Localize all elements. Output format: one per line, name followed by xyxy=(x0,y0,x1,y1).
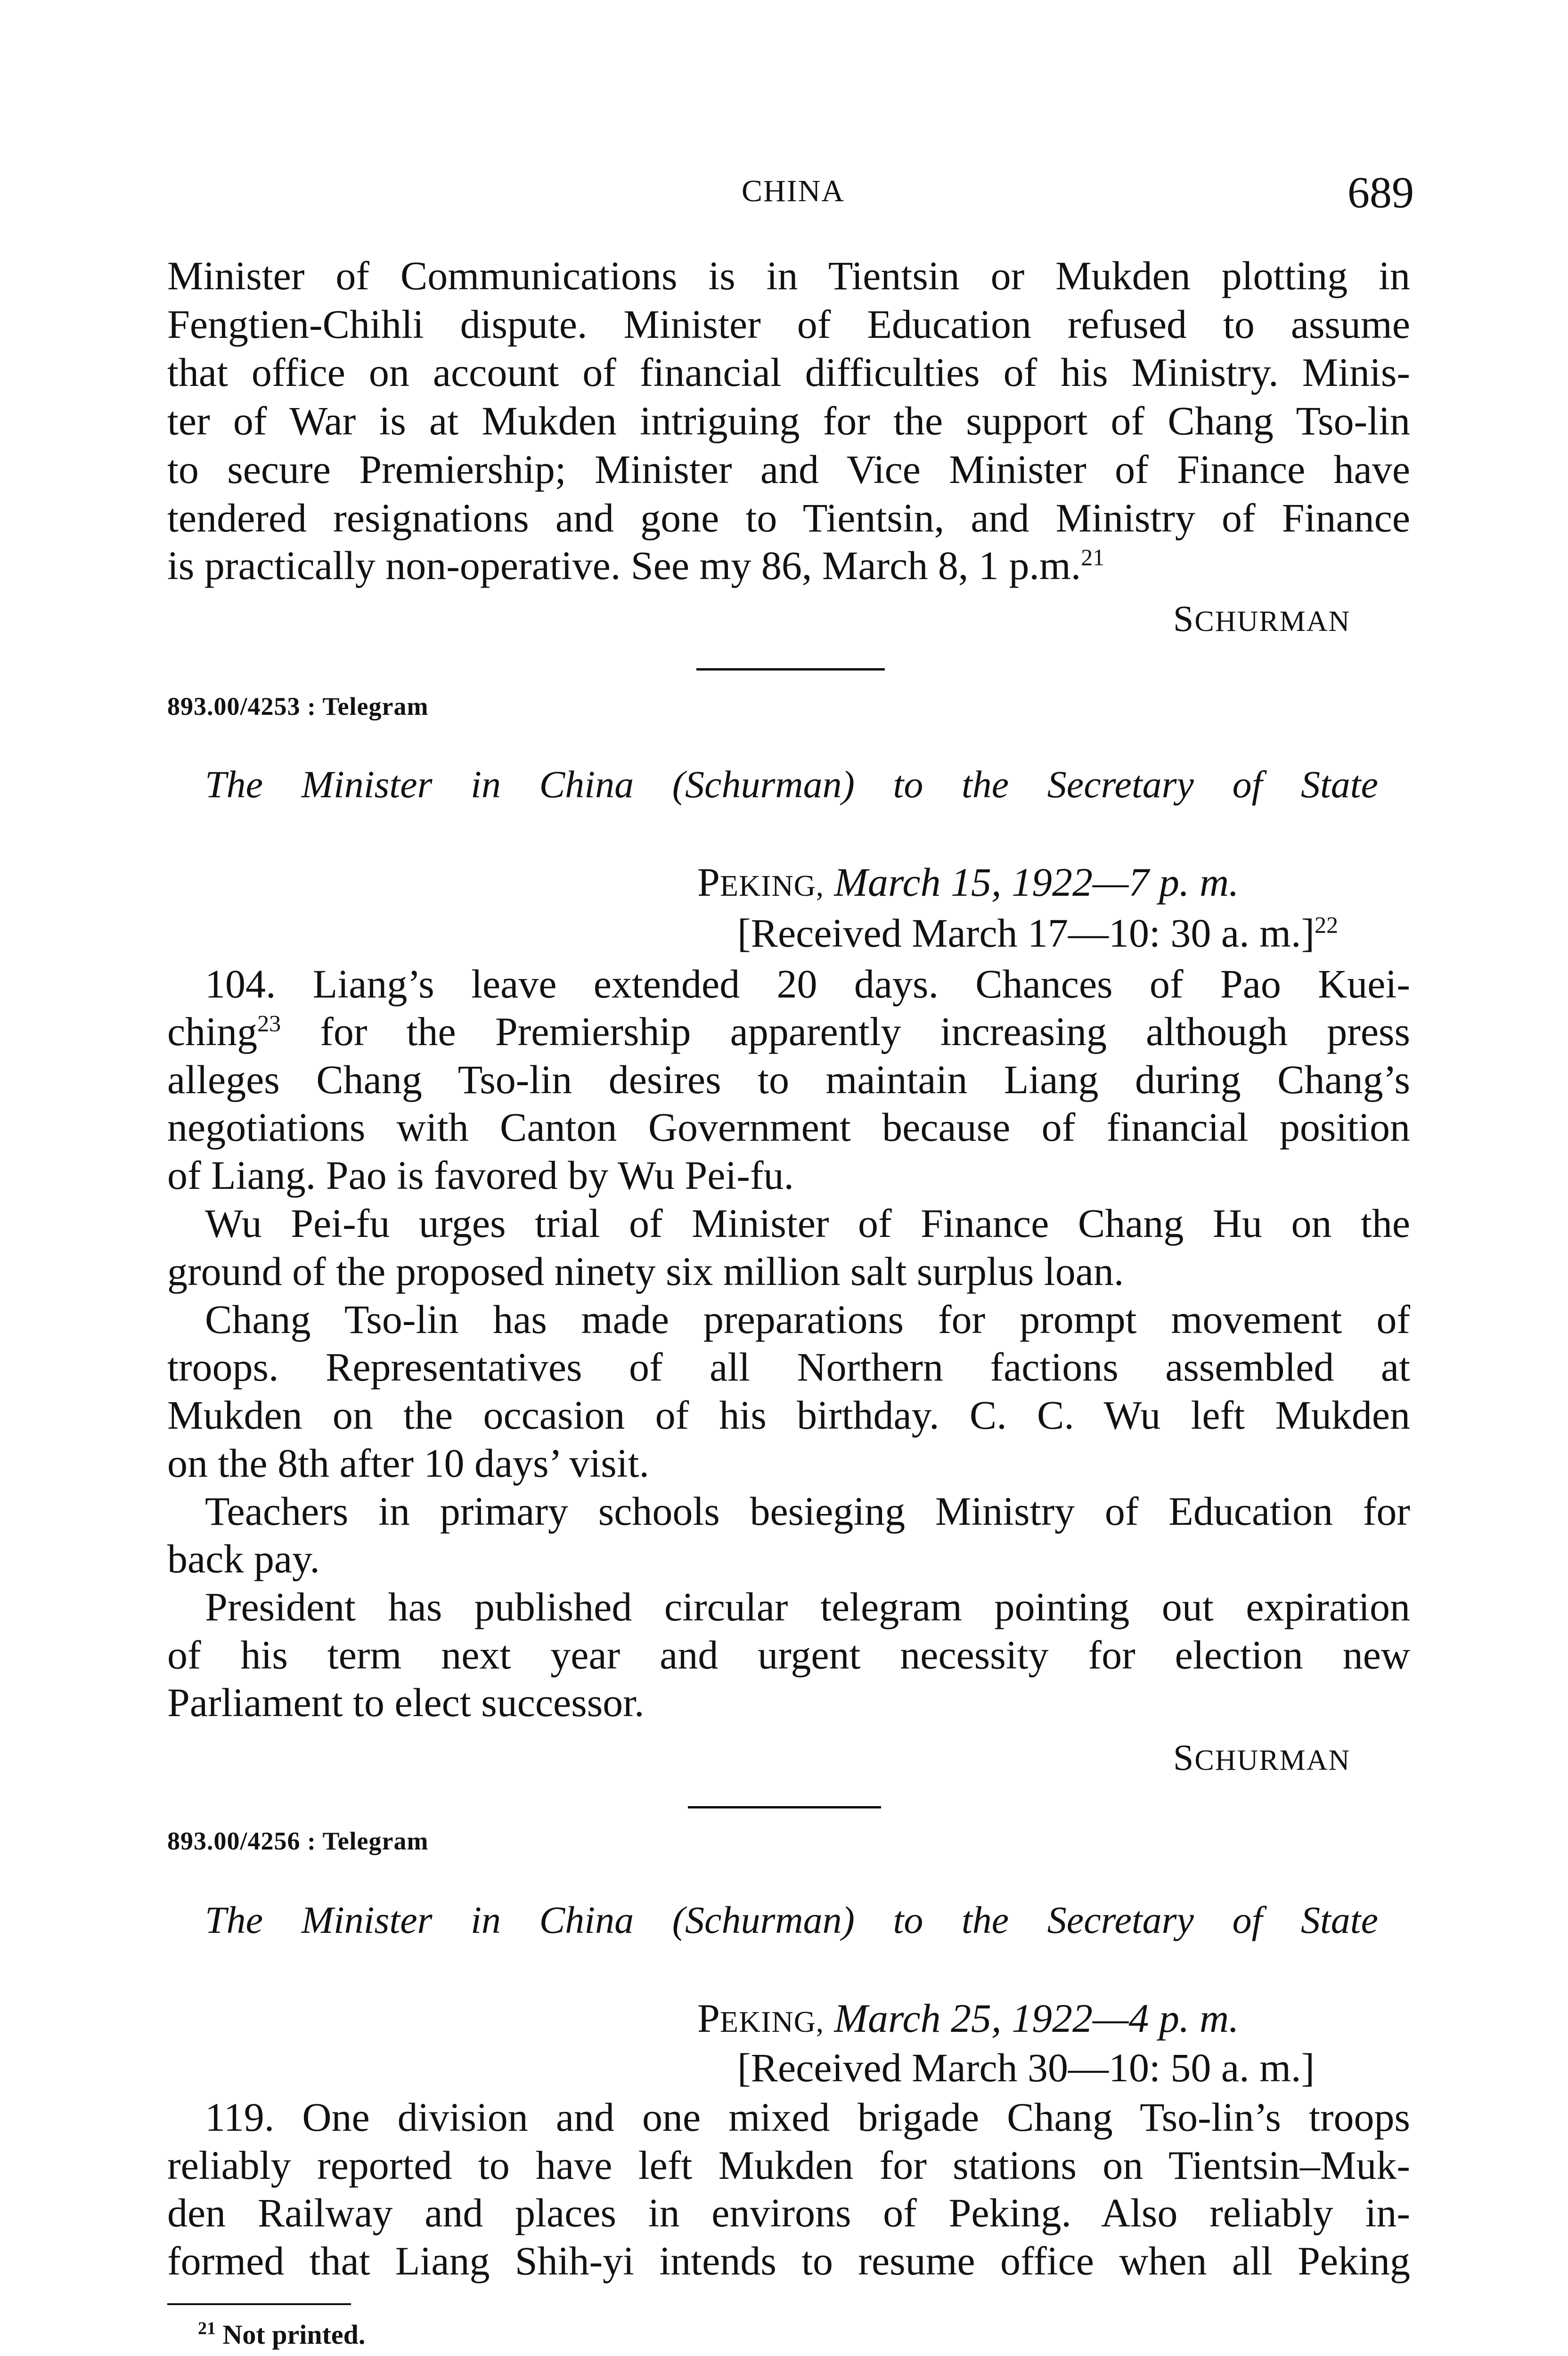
footnote xyxy=(198,2354,890,2356)
body-line: Minister of Communications is in Tientsin or Mukden plotting in xyxy=(167,253,1410,298)
section-divider xyxy=(688,1806,881,1808)
footnote-rule xyxy=(167,2303,351,2305)
document-heading: The Minister in China (Schurman) to the Secretary of State xyxy=(205,763,1378,806)
signature: SCHURMAN xyxy=(1173,1737,1351,1778)
body-line: Chang Tso-lin has made preparations for prompt movement of xyxy=(205,1297,1410,1342)
body-line: 119. One division and one mixed brigade Chang Tso-lin’s troops xyxy=(205,2094,1410,2140)
body-line: Fengtien-Chihli dispute. Minister of Education refused to assume xyxy=(167,302,1410,347)
body-line: Mukden on the occasion of his birthday. C. C. Wu left Mukden xyxy=(167,1392,1410,1438)
body-line: formed that Liang Shih-yi intends to resume office when all Peking xyxy=(167,2238,1410,2283)
body-line-last: is practically non-operative. See my 86, March 8, 1 p.m.$^{21}$ xyxy=(167,543,1105,588)
section-divider xyxy=(696,668,885,671)
dateline: PEKING, March 15, 1922—7 p. m. xyxy=(697,859,1239,905)
body-line: tendered resignations and gone to Tientsin, and Ministry of Finance xyxy=(167,495,1410,540)
file-reference: 893.00/4253 : Telegram xyxy=(167,692,429,720)
received-line: [Received March 17—10: 30 a. m.]$^{22}$ xyxy=(737,910,1339,956)
footnote-ref: 23 xyxy=(257,1010,281,1037)
running-header: CHINA xyxy=(742,174,845,208)
signature: SCHURMAN xyxy=(1173,598,1351,639)
footnote: $^{21}$ Not printed. xyxy=(198,2318,366,2350)
body-line: on the 8th after 10 days’ visit. xyxy=(167,1440,650,1486)
body-line: den Railway and places in environs of Peking. Also reliably in- xyxy=(167,2190,1410,2235)
body-line: that office on account of financial difficulties of his Ministry. Minis- xyxy=(167,350,1410,395)
dateline: PEKING, March 25, 1922—4 p. m. xyxy=(697,1996,1239,2041)
footnote-ref: 22 xyxy=(1315,911,1339,938)
page-number: 689 xyxy=(1348,168,1414,217)
body-line: Parliament to elect successor. xyxy=(167,1680,645,1725)
body-line: negotiations with Canton Government because of financial position xyxy=(167,1104,1410,1150)
body-line: ground of the proposed ninety six million salt surplus loan. xyxy=(167,1249,1124,1294)
document-heading: The Minister in China (Schurman) to the Secretary of State xyxy=(205,1898,1378,1941)
body-line: ching$^{23}$ for the Premiership apparently increasing although press xyxy=(167,1009,1410,1054)
body-line: ter of War is at Mukden intriguing for the support of Chang Tso-lin xyxy=(167,398,1410,443)
file-reference: 893.00/4256 : Telegram xyxy=(167,1827,429,1855)
body-line: troops. Representatives of all Northern factions assembled at xyxy=(167,1344,1410,1390)
body-line: 104. Liang’s leave extended 20 days. Chances of Pao Kuei- xyxy=(205,961,1410,1006)
body-line: alleges Chang Tso-lin desires to maintain Liang during Chang’s xyxy=(167,1057,1410,1102)
body-line: President has published circular telegram pointing out expiration xyxy=(205,1584,1410,1629)
footnote-ref: 21 xyxy=(1081,544,1105,571)
body-line: Wu Pei-fu urges trial of Minister of Finance Chang Hu on the xyxy=(205,1201,1410,1246)
body-line: Teachers in primary schools besieging Ministry of Education for xyxy=(205,1489,1410,1534)
received-line: [Received March 30—10: 50 a. m.] xyxy=(737,2045,1315,2090)
body-line: to secure Premiership; Minister and Vice Minister of Finance have xyxy=(167,447,1410,492)
body-line: reliably reported to have left Mukden for stations on Tientsin–Muk- xyxy=(167,2143,1410,2188)
body-line: of his term next year and urgent necessity for election new xyxy=(167,1632,1410,1677)
body-line: back pay. xyxy=(167,1536,320,1581)
body-line: of Liang. Pao is favored by Wu Pei-fu. xyxy=(167,1153,794,1198)
